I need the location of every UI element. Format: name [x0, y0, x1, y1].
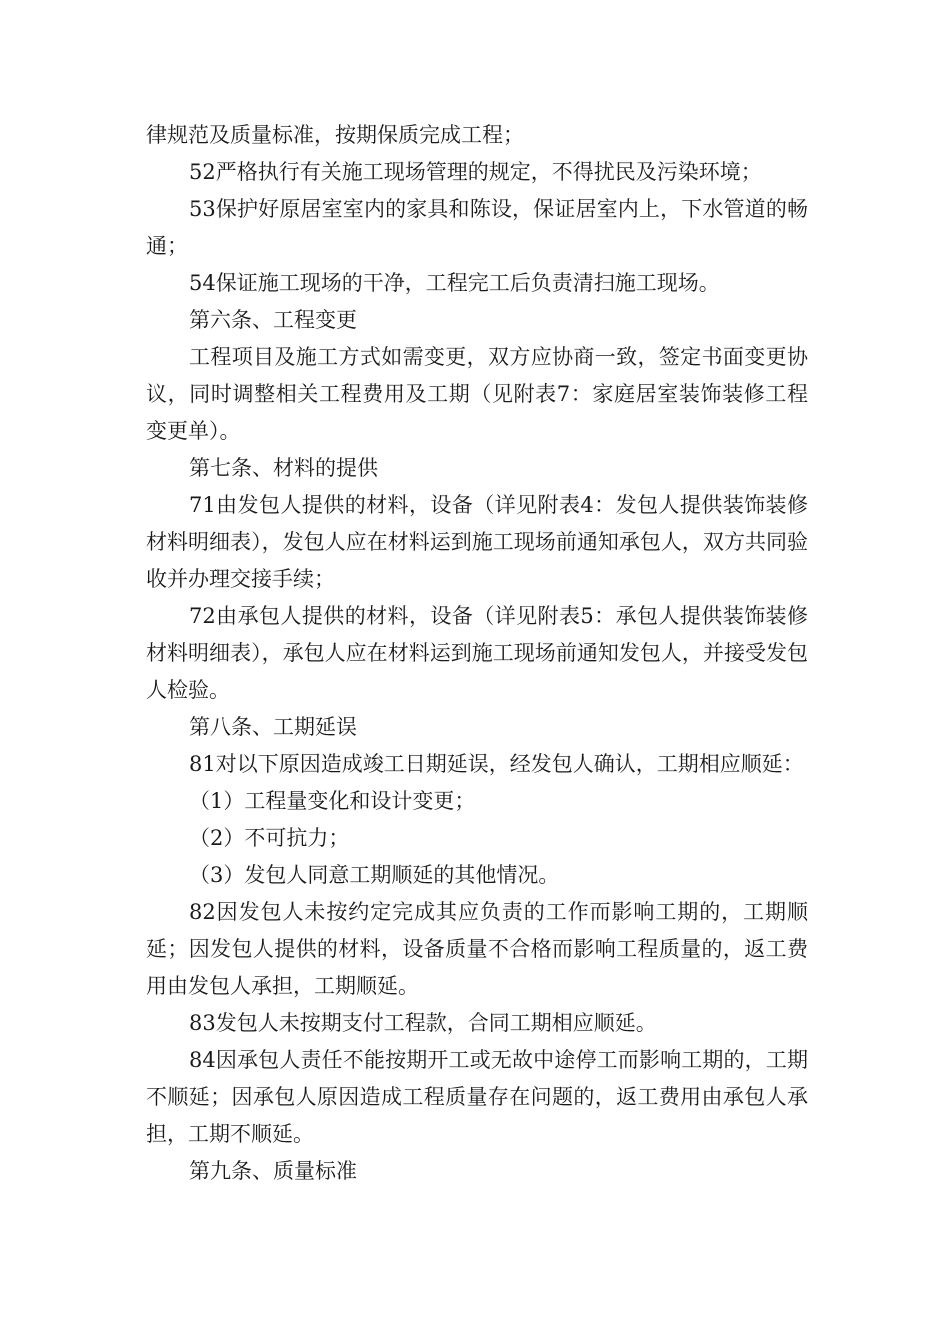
- clause-8-1-item-1: （1）工程量变化和设计变更；: [189, 789, 476, 813]
- clause-8-1: 81对以下原因造成竣工日期延误，经发包人确认，工期相应顺延：: [189, 752, 804, 776]
- clause-7-2: 72由承包人提供的材料，设备（详见附表5：承包人提供装饰装修材料明细表），承包人应在材料运到施工现场前通知发包人，并接受发包人检验。: [146, 604, 808, 702]
- article-6-body: 工程项目及施工方式如需变更，双方应协商一致，签定书面变更协议，同时调整相关工程费用及工期（见附表7：家庭居室装饰装修工程变更单）。: [146, 345, 808, 443]
- clause-5-4: 54保证施工现场的干净，工程完工后负责清扫施工现场。: [189, 271, 720, 295]
- clause-8-3: 83发包人未按期支付工程款，合同工期相应顺延。: [189, 1011, 657, 1035]
- clause-8-1-item-2: （2）不可抗力；: [189, 826, 350, 850]
- document-body: [146, 117, 808, 1190]
- article-7-heading: 第七条、材料的提供: [189, 456, 378, 480]
- article-9-heading: 第九条、质量标准: [189, 1159, 357, 1183]
- article-8-heading: 第八条、工期延误: [189, 715, 357, 739]
- clause-7-1: 71由发包人提供的材料，设备（详见附表4：发包人提供装饰装修材料明细表），发包人应在材料运到施工现场前通知承包人，双方共同验收并办理交接手续；: [146, 493, 808, 591]
- clause-5-3: 53保护好原居室室内的家具和陈设，保证居室内上，下水管道的畅通；: [146, 197, 808, 258]
- clause-8-4: 84因承包人责任不能按期开工或无故中途停工而影响工期的，工期不顺延；因承包人原因造成工程质量存在问题的，返工费用由承包人承担，工期不顺延。: [146, 1048, 808, 1146]
- clause-5-2: 52严格执行有关施工现场管理的规定，不得扰民及污染环境；: [189, 160, 762, 184]
- clause-8-2: 82因发包人未按约定完成其应负责的工作而影响工期的，工期顺延；因发包人提供的材料，设备质量不合格而影响工程质量的，返工费用由发包人承担，工期顺延。: [146, 900, 808, 998]
- paragraph-continuation: 律规范及质量标准，按期保质完成工程；: [146, 123, 524, 147]
- clause-8-1-item-3: （3）发包人同意工期顺延的其他情况。: [189, 863, 560, 887]
- article-6-heading: 第六条、工程变更: [189, 308, 357, 332]
